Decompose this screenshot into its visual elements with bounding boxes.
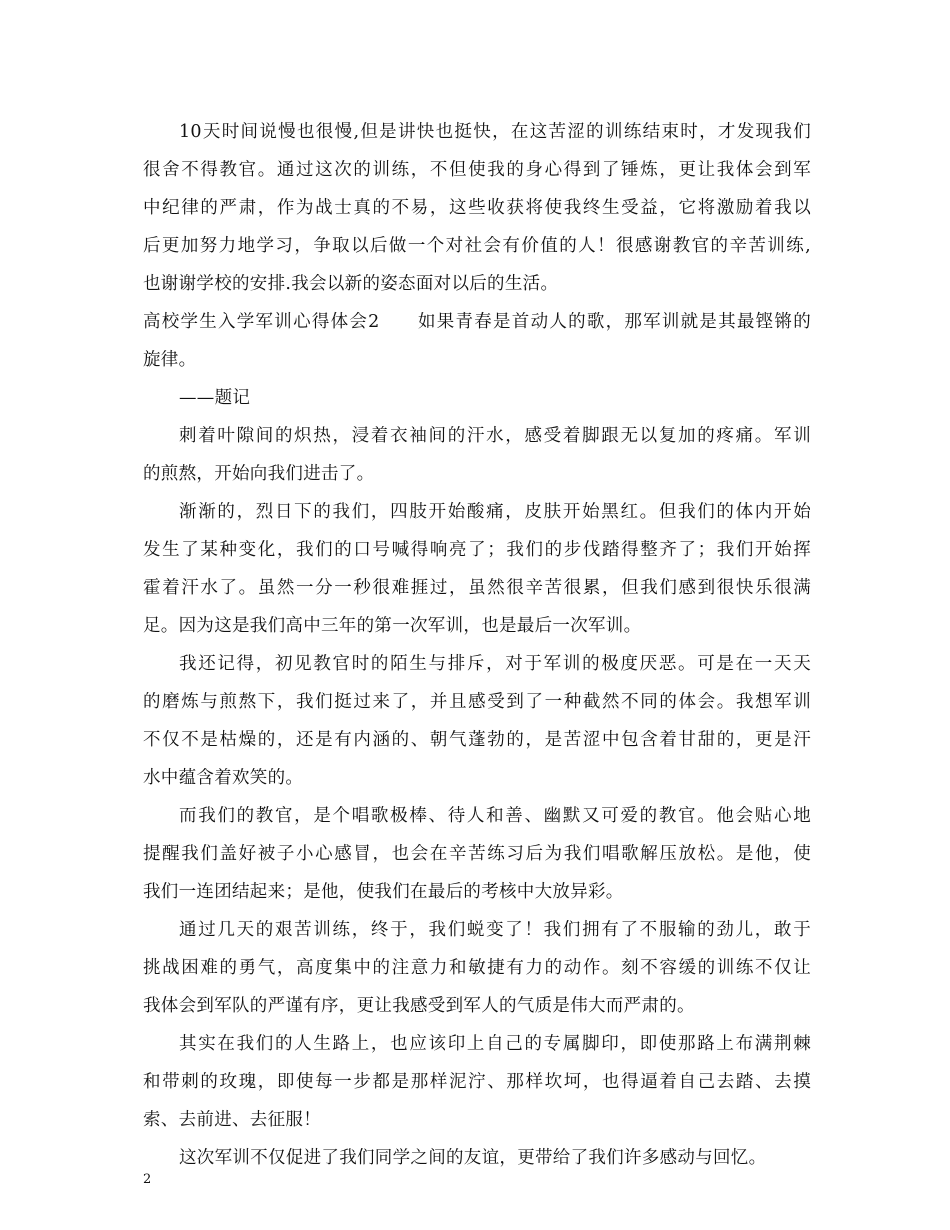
- text-line: 水中蕴含着欢笑的。: [143, 768, 304, 788]
- text-line: 也谢谢学校的安排.我会以新的姿态面对以后的生活。: [143, 274, 559, 294]
- text-line: 通过几天的艰苦训练，终于，我们蜕变了！我们拥有了不服输的劲儿，敢于: [179, 920, 811, 940]
- text-line: 10天时间说慢也很慢,但是讲快也挺快，在这苦涩的训练结束时，才发现我们: [179, 122, 811, 142]
- page-number: 2: [143, 1172, 152, 1187]
- text-line: 渐渐的，烈日下的我们，四肢开始酸痛，皮肤开始黑红。但我们的体内开始: [179, 502, 811, 522]
- text-line: 很舍不得教官。通过这次的训练，不但使我的身心得到了锤炼，更让我体会到军: [143, 160, 811, 180]
- text-line: 刺着叶隙间的炽热，浸着衣袖间的汗水，感受着脚跟无以复加的疼痛。军训: [179, 426, 811, 446]
- text-line: 提醒我们盖好被子小心感冒，也会在辛苦练习后为我们唱歌解压放松。是他，使: [143, 844, 811, 864]
- text-line: 后更加努力地学习，争取以后做一个对社会有价值的人！很感谢教官的辛苦训练,: [143, 236, 811, 256]
- text-line: 足。因为这是我们高中三年的第一次军训，也是最后一次军训。: [143, 616, 642, 636]
- text-line: 这次军训不仅促进了我们同学之间的友谊，更带给了我们许多感动与回忆。: [179, 1148, 767, 1168]
- text-line: 中纪律的严肃，作为战士真的不易，这些收获将使我终生受益，它将激励着我以: [143, 198, 811, 218]
- text-line: 旋律。: [143, 350, 197, 370]
- text-line: 高校学生入学军训心得体会2 如果青春是首动人的歌，那军训就是其最铿锵的: [143, 312, 811, 332]
- text-line: 其实在我们的人生路上，也应该印上自己的专属脚印，即使那路上布满荆棘: [179, 1034, 811, 1054]
- epigraph-attribution: ——题记: [179, 388, 251, 408]
- text-line: 的煎熬，开始向我们进击了。: [143, 464, 375, 484]
- text-line: 索、去前进、去征服！: [143, 1110, 321, 1130]
- text-line: 和带刺的玫瑰，即使每一步都是那样泥泞、那样坎坷，也得逼着自己去踏、去摸: [143, 1072, 811, 1092]
- text-line: 我们一连团结起来；是他，使我们在最后的考核中大放异彩。: [143, 882, 624, 902]
- text-line: 我体会到军队的严谨有序，更让我感受到军人的气质是伟大而严肃的。: [143, 996, 695, 1016]
- text-line: 的磨炼与煎熬下，我们挺过来了，并且感受到了一种截然不同的体会。我想军训: [143, 692, 811, 712]
- text-line: 不仅不是枯燥的，还是有内涵的、朝气蓬勃的，是苦涩中包含着甘甜的，更是汗: [143, 730, 811, 750]
- text-line: 霍着汗水了。虽然一分一秒很难捱过，虽然很辛苦很累，但我们感到很快乐很满: [143, 578, 811, 598]
- text-line: 我还记得，初见教官时的陌生与排斥，对于军训的极度厌恶。可是在一天天: [179, 654, 811, 674]
- text-line: 发生了某种变化，我们的口号喊得响亮了；我们的步伐踏得整齐了；我们开始挥: [143, 540, 811, 560]
- text-line: 而我们的教官，是个唱歌极棒、待人和善、幽默又可爱的教官。他会贴心地: [179, 806, 811, 826]
- text-line: 挑战困难的勇气，高度集中的注意力和敏捷有力的动作。刻不容缓的训练不仅让: [143, 958, 811, 978]
